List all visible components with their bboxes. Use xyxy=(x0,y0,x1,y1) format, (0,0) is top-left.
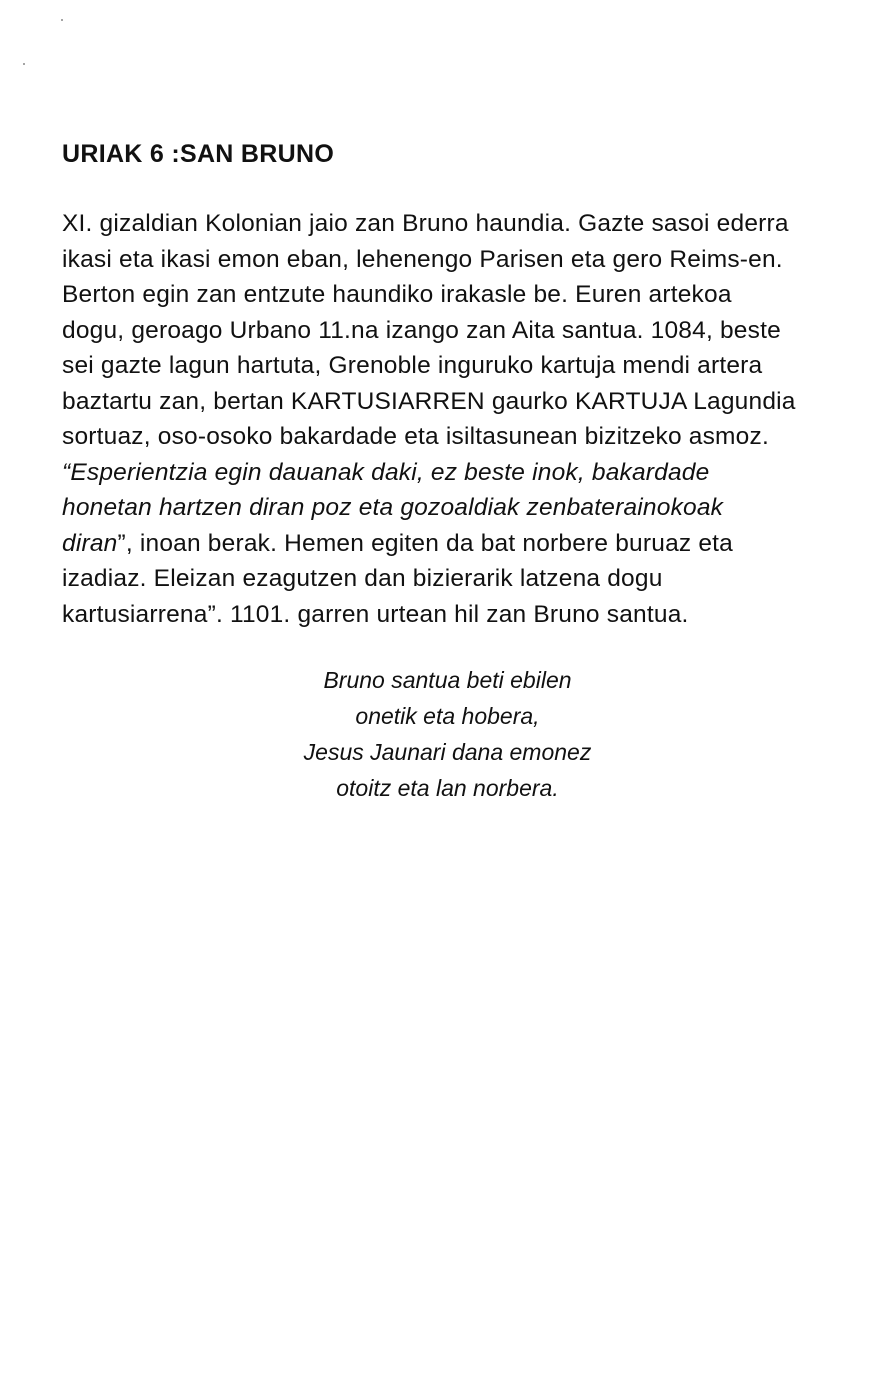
paragraph-line: izadiaz. Eleizan ezagutzen dan bizierarik latzena dogu xyxy=(62,565,663,592)
paragraph-text: ”, inoan berak. Hemen egiten da bat norbere buruaz eta xyxy=(117,529,734,557)
verse-line: otoitz eta lan norbera. xyxy=(336,775,559,801)
paragraph-line: XI. gizaldian Kolonian jaio zan Bruno haundia. Gazte sasoi ederra xyxy=(62,210,789,237)
scan-speck xyxy=(61,19,63,21)
page-title: URIAK 6 :SAN BRUNO xyxy=(62,140,335,168)
paragraph-line: sortuaz, oso-osoko bakardade eta isiltasunean bizitzeko asmoz. xyxy=(62,423,769,450)
quote-text: diran xyxy=(62,529,118,557)
scan-speck xyxy=(23,63,25,65)
paragraph-line: baztartu zan, bertan KARTUSIARREN gaurko KARTUJA Lagundia xyxy=(62,387,796,415)
body-paragraph xyxy=(62,206,852,632)
paragraph-line xyxy=(62,526,852,562)
verse-line: onetik eta hobera, xyxy=(355,703,540,729)
quote-line xyxy=(62,490,852,526)
quote-text: honetan hartzen diran poz eta gozoaldiak zenbaterainokoak xyxy=(62,494,724,521)
verse-stanza xyxy=(0,662,895,806)
paragraph-line: ikasi eta ikasi emon eban, lehenengo Parisen eta gero Reims-en. xyxy=(62,245,783,273)
quote-line xyxy=(62,455,852,491)
paragraph-line: Berton egin zan entzute haundiko irakasle be. Euren artekoa xyxy=(62,281,732,308)
quote-text: “Esperientzia egin dauanak daki, ez beste inok, bakardade xyxy=(62,458,710,486)
verse-line: Jesus Jaunari dana emonez xyxy=(303,739,592,765)
paragraph-line: dogu, geroago Urbano 11.na izango zan Aita santua. 1084, beste xyxy=(62,316,781,344)
paragraph-line: sei gazte lagun hartuta, Grenoble inguruko kartuja mendi artera xyxy=(62,352,763,379)
verse-line: Bruno santua beti ebilen xyxy=(323,667,572,693)
paragraph-line: kartusiarrena”. 1101. garren urtean hil zan Bruno santua. xyxy=(62,600,689,628)
